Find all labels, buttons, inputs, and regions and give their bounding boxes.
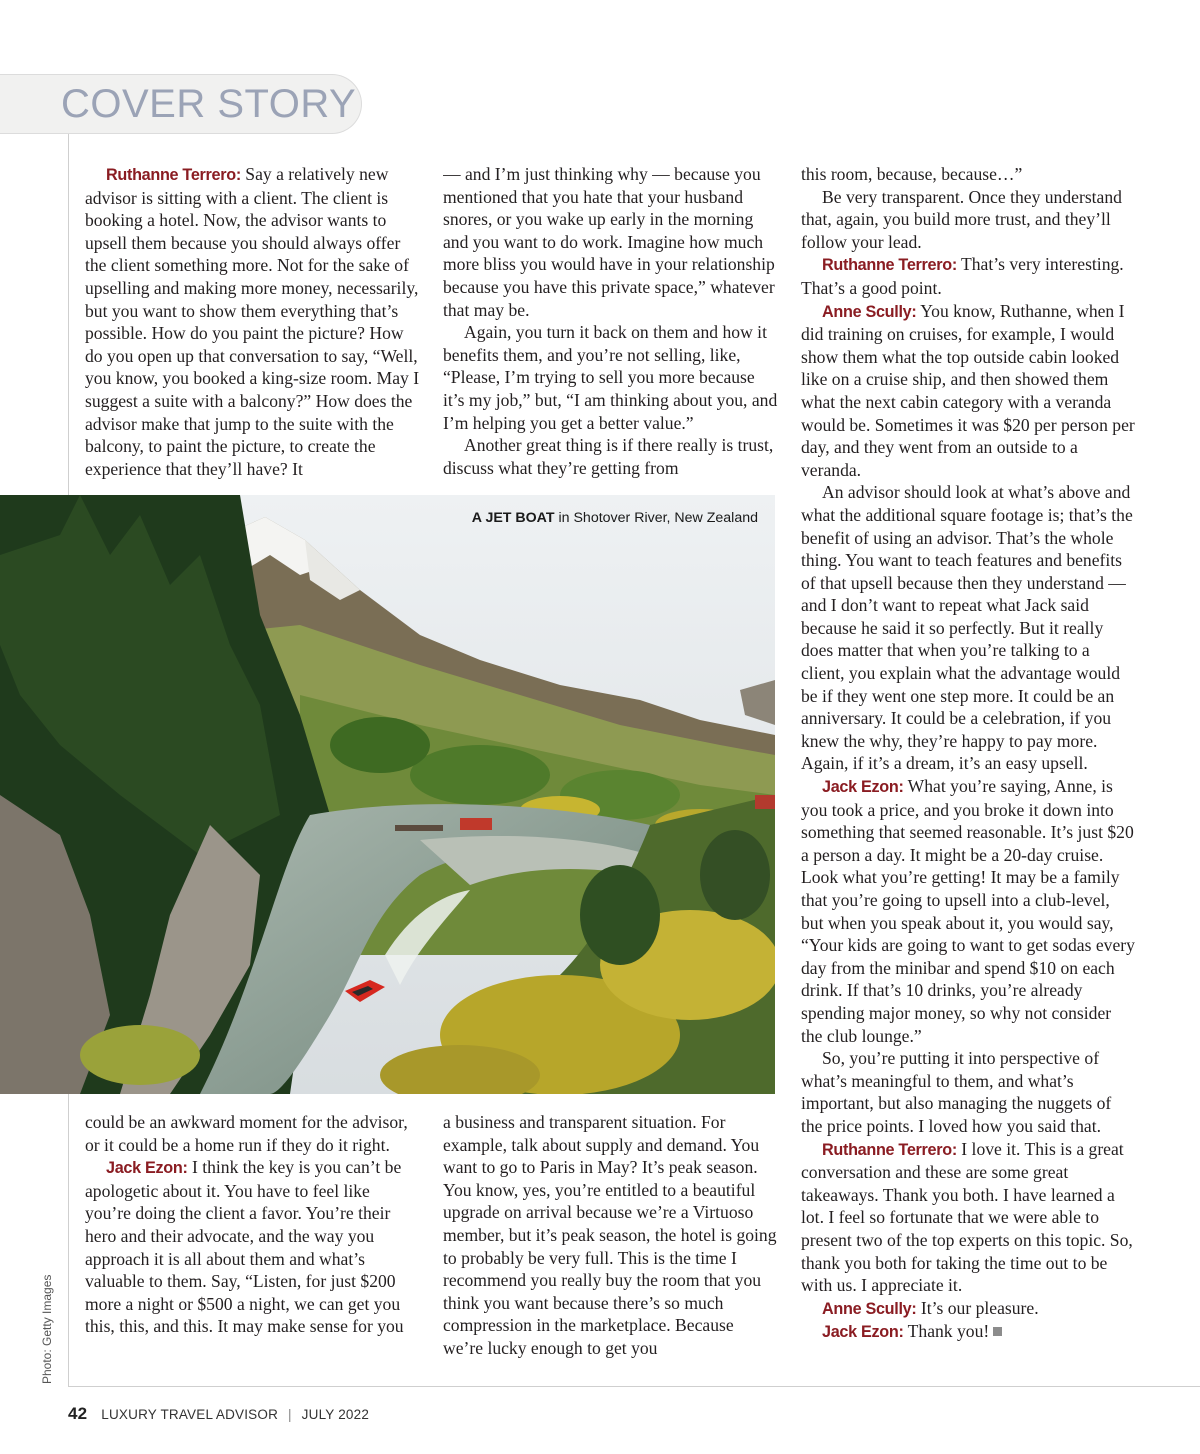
page-number: 42 [68, 1404, 88, 1423]
article-paragraph [85, 163, 420, 480]
article-paragraph [443, 434, 778, 479]
landscape-illustration [0, 495, 775, 1094]
article-column-2-top [443, 163, 778, 481]
article-paragraph [85, 1111, 420, 1156]
speaker-name: Jack Ezon: [106, 1159, 188, 1178]
paragraph-text: — and I’m just thinking why — because you mentioned that you hate that your husband snores, or you wake up early in the morning and you want to do work. Imagine how much more bliss you would have in your relationship because you have this private space,” whatever that may be. [443, 164, 775, 320]
paragraph-text: Another great thing is if there really is trust, discuss what they’re getting from [443, 435, 774, 478]
paragraph-text: Thank you! [903, 1321, 990, 1342]
paragraph-text: I think the key is you can’t be apologetic about it. You have to feel like you’re doing the client a favor. You’re their hero and their advocate, and the way you approach it is all about them and what’s valuable to them. Say, “Listen, for just $200 more a night or $500 a night, we can get you this, this, and this. It may make sense for you [85, 1157, 404, 1337]
article-paragraph [801, 1138, 1136, 1297]
article-paragraph [443, 1111, 778, 1360]
issue-date: JULY 2022 [301, 1407, 370, 1422]
caption-lead: A JET BOAT [471, 510, 555, 526]
speaker-name: Ruthanne Terrero: [822, 1140, 957, 1159]
paragraph-text: Say a relatively new advisor is sitting with a client. The client is booking a hotel. Now, the advisor wants to upsell them because you should always offer the client something more. Not for the sake of upselling and making more money, necessarily, but you want to show them everything that’s possible. How do you paint the picture? How do you open up that conversation to say, “Well, you know, you booked a king-size room. May I suggest a suite with a balcony?” How does the advisor make that jump to the suite with the balcony, to paint the picture, to create the experience that they’ll have? It [85, 164, 420, 479]
paragraph-text: Again, you turn it back on them and how it benefits them, and you’re not selling, like, “Please, I’m trying to sell you more because it’s my job,” but, “I am thinking about you, and I’m helping you get a better value.” [443, 322, 778, 433]
article-paragraph [801, 300, 1136, 482]
speaker-name: Jack Ezon: [822, 778, 904, 797]
paragraph-text: You know, Ruthanne, when I did training on cruises, for example, I would show them what the top outside cabin looked like on a cruise ship, and then showed them what the next cabin category with a veranda would be. Sometimes it was $20 per person per day, and they went from an outside to a veranda. [801, 300, 1135, 480]
article-paragraph [801, 1047, 1136, 1137]
photo-credit: Photo: Getty Images [40, 1274, 54, 1384]
article-paragraph [801, 163, 1136, 186]
paragraph-text: Be very transparent. Once they understand that, again, you build more trust, and they’ll follow your lead. [801, 186, 1122, 252]
paragraph-text: I love it. This is a great conversation and these are some great takeaways. Thank you both. I have learned a lot. I feel so fortunate that we were able to present two of the top experts on this topic. So, thank you both for taking the time out to be with us. I appreciate it. [801, 1138, 1133, 1296]
article-paragraph [801, 481, 1136, 775]
section-title: COVER STORY [61, 82, 357, 126]
footer-rule [68, 1386, 1200, 1387]
article-paragraph [801, 186, 1136, 254]
article-column-1-top [85, 163, 420, 481]
paragraph-text: That’s very interesting. That’s a good point. [801, 254, 1124, 298]
speaker-name: Ruthanne Terrero: [106, 166, 241, 184]
speaker-name: Anne Scully: [822, 302, 917, 321]
speaker-name: Ruthanne Terrero: [822, 256, 957, 275]
page-footer [68, 1404, 369, 1424]
caption-text: in Shotover River, New Zealand [554, 510, 758, 526]
article-paragraph [801, 253, 1136, 299]
footer-separator: | [288, 1407, 292, 1422]
article-paragraph [443, 321, 778, 434]
paragraph-text: It’s our pleasure. [916, 1297, 1039, 1318]
paragraph-text: this room, because, because…” [801, 164, 1023, 184]
paragraph-text: So, you’re putting it into perspective of what’s meaningful to them, and what’s important, but also managing the nuggets of the price points. I loved how you said that. [801, 1048, 1112, 1136]
article-paragraph [85, 1156, 420, 1338]
paragraph-text: could be an awkward moment for the advisor, or it could be a home run if they do it right. [85, 1112, 408, 1155]
photo-caption [472, 509, 758, 528]
column-rule [68, 134, 69, 495]
publication-name: LUXURY TRAVEL ADVISOR [101, 1407, 279, 1422]
paragraph-text: What you’re saying, Anne, is you took a price, and you broke it down into something that seemed reasonable. It’s just $20 a person a day. It might be a 20-day cruise. Look what you’re getting! It may be a family that you’re going to upsell into a club-level, but when you speak about it, you would say, “Your kids are going to want to get sodas every day from the minibar and spend $10 on each drink. If that’s 10 drinks, you’re already spending major money, so why not consider the club lounge.” [801, 776, 1135, 1046]
paragraph-text: An advisor should look at what’s above and what the additional square footage is; that’s the benefit of using an advisor. That’s the whole thing. You want to teach features and benefits of that upsell because then they understand — and I don’t want to repeat what Jack said because he said it so perfectly. But it really does matter that when you’re talking to a client, you explain what the advantage would be if they went one step more. It could be an anniversary. It could be a celebration, if you knew the why, they’re happy to pay more. Again, if it’s a dream, it’s an easy upsell. [801, 482, 1133, 774]
article-column-3 [801, 163, 1136, 1363]
column-rule [68, 1094, 69, 1386]
article-column-1-bottom [85, 1111, 420, 1363]
article-column-2-bottom [443, 1111, 778, 1363]
speaker-name: Anne Scully: [822, 1299, 917, 1318]
article-paragraph [801, 1320, 1136, 1344]
article-paragraph [443, 163, 778, 321]
speaker-name: Jack Ezon: [822, 1323, 904, 1342]
jet-boat-photo [0, 495, 775, 1094]
end-of-story-mark [993, 1327, 1002, 1336]
article-paragraph [801, 775, 1136, 1047]
article-paragraph [801, 1297, 1136, 1321]
paragraph-text: a business and transparent situation. For example, talk about supply and demand. You want to go to Paris in May? It’s peak season. You know, yes, you’re entitled to a beautiful upgrade on arrival because we’re a Virtuoso member, but it’s peak season, the hotel is going to probably be very full. This is the time I recommend you really buy the room that you think you want because there’s so much compression in the marketplace. Because we’re lucky enough to get you [443, 1112, 777, 1358]
